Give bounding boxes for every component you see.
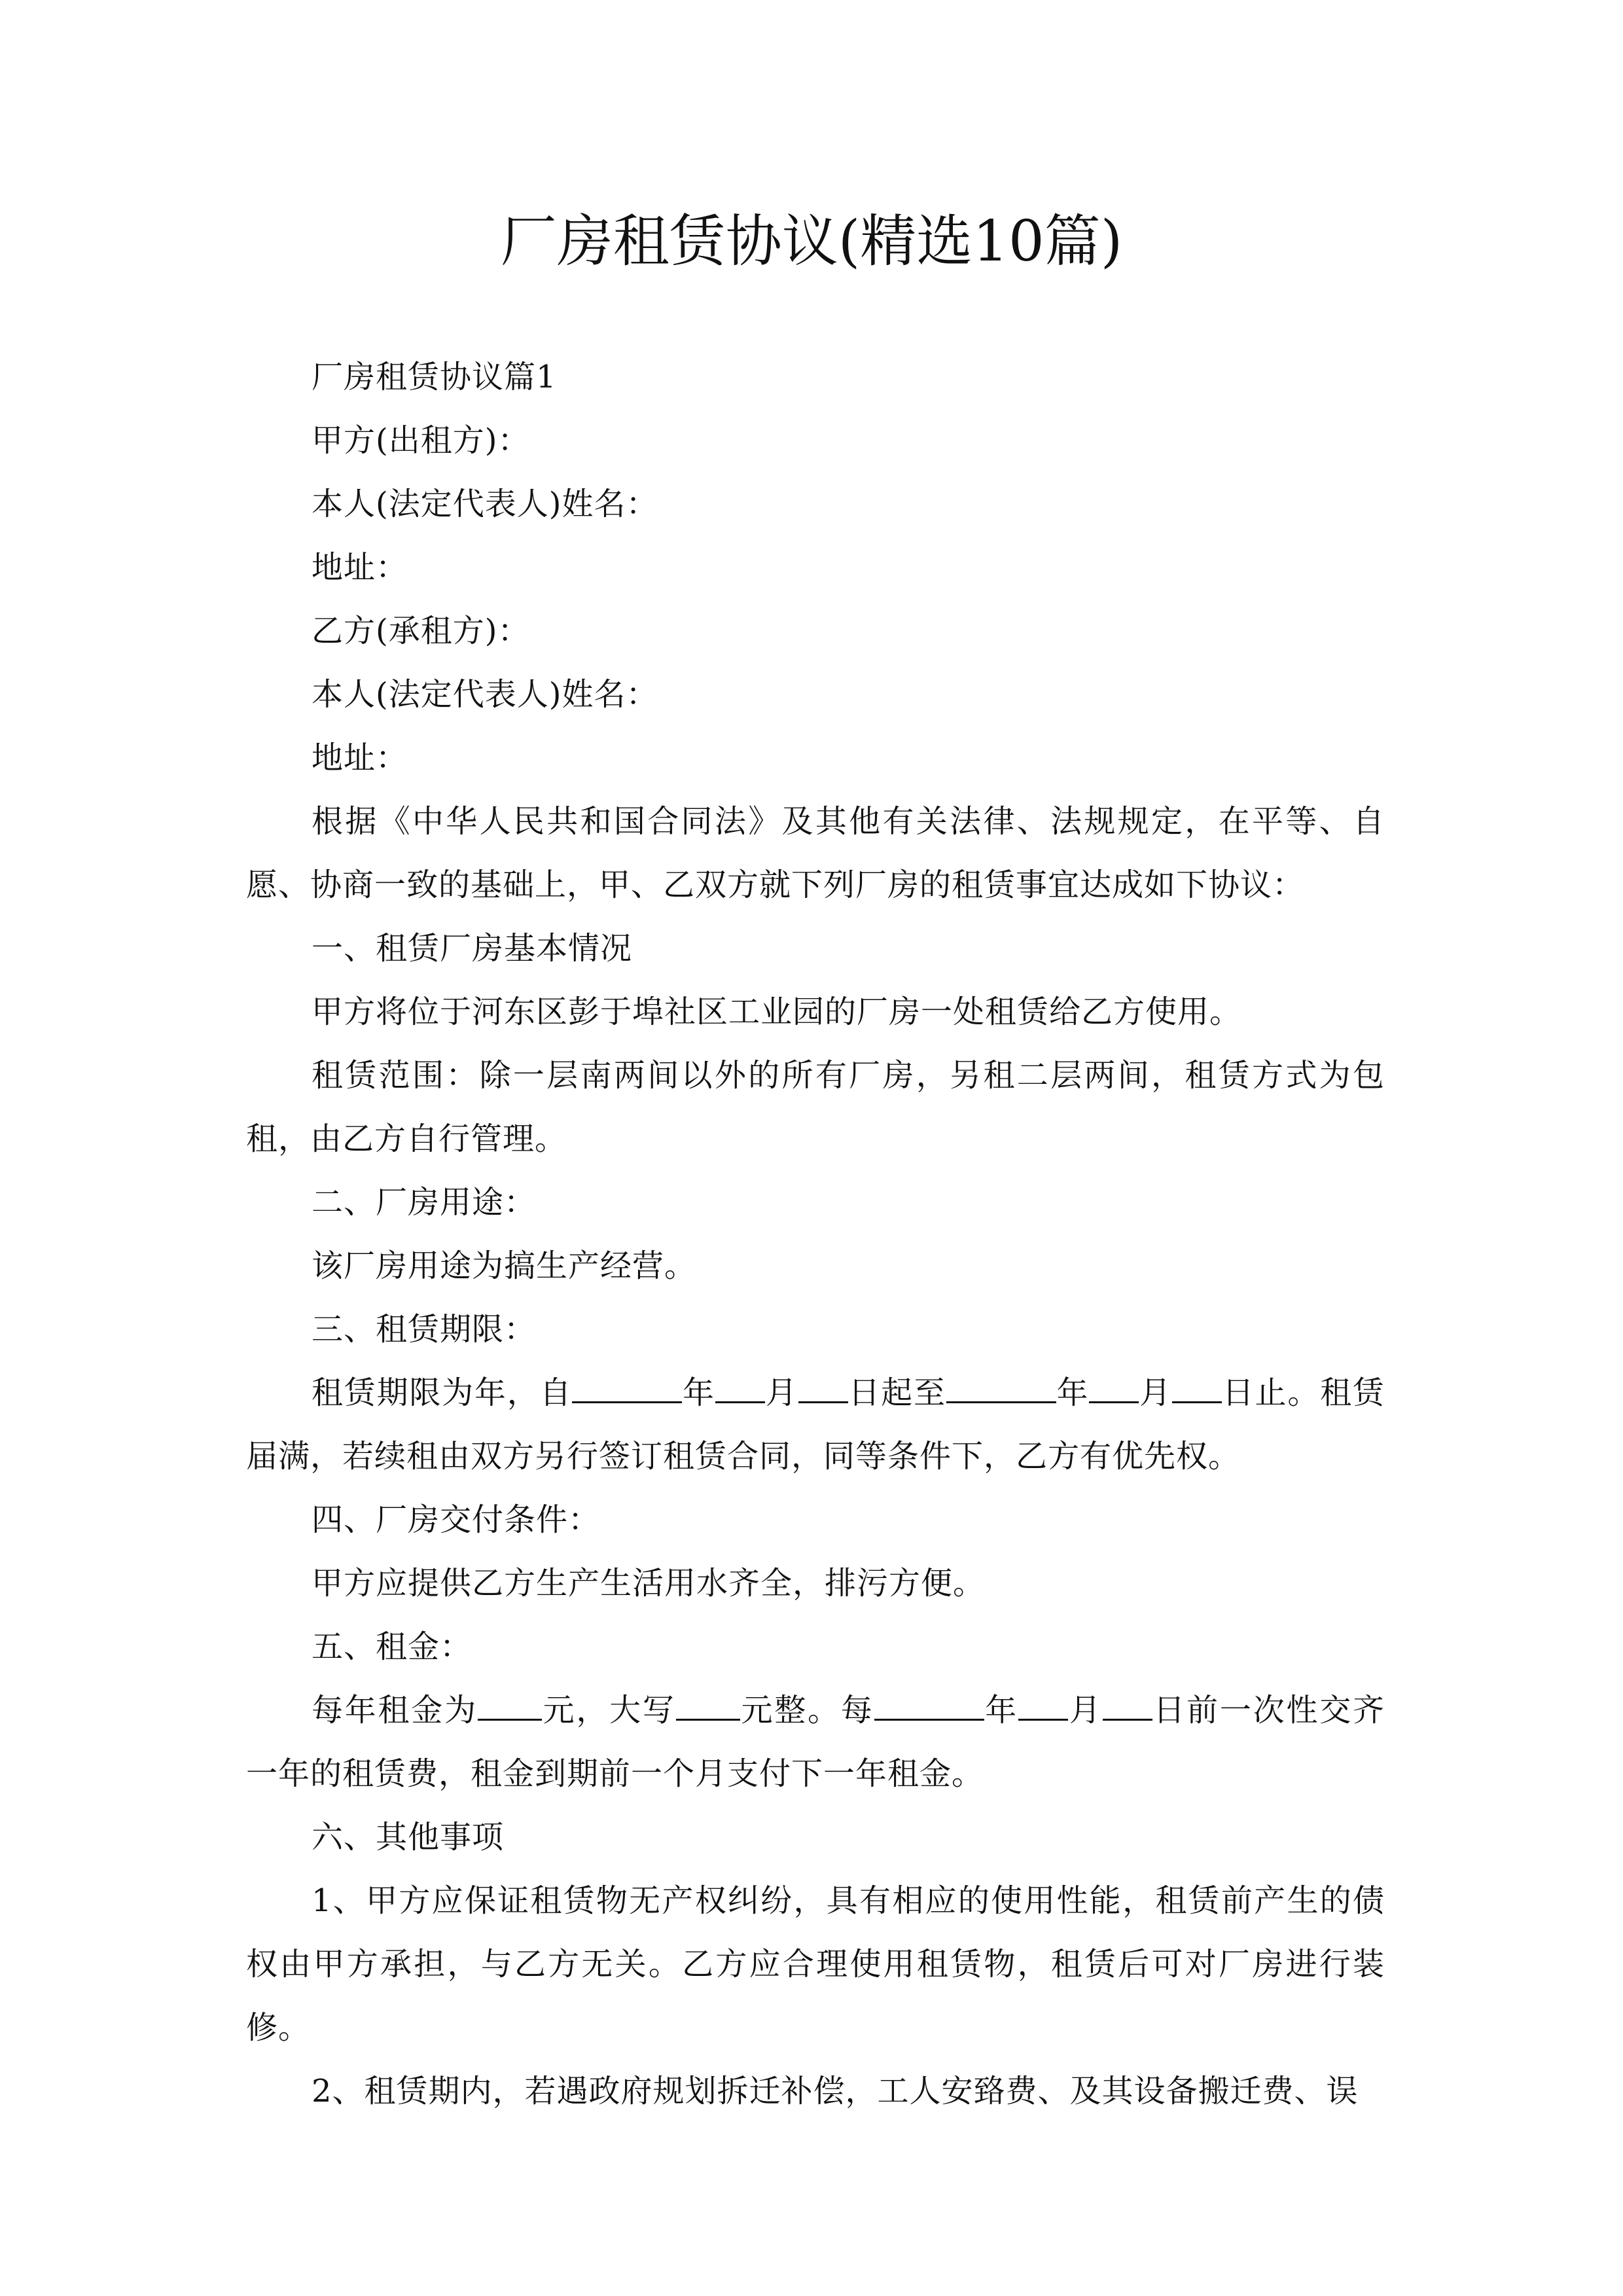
party-a-name: 本人(法定代表人)姓名： [312,486,658,522]
text: 月 [764,1374,798,1411]
blank-field[interactable] [715,1375,765,1403]
clause-1-heading: 一、租赁厂房基本情况 [312,930,633,967]
text: 日前一次性交齐一年的租赁费，租金到期前一个月支付下一年租金。 [246,1692,1385,1792]
blank-field[interactable] [478,1693,542,1721]
clause-4-heading: 四、厂房交付条件： [312,1501,601,1538]
text: 年 [984,1692,1019,1729]
blank-field[interactable] [676,1693,740,1721]
clause-3-heading: 三、租赁期限： [312,1311,537,1348]
party-a-label: 甲方(出租方)： [312,422,530,459]
clause-2-heading: 二、厂房用途： [312,1184,537,1221]
clause-6-heading: 六、其他事项 [312,1819,505,1856]
text: 止。租赁届满，若续租由双方另行签订租赁合同，同等条件下，乙方有优先权。 [246,1374,1385,1475]
text: 每年租金为 [312,1692,478,1729]
text: 月 [1139,1374,1172,1411]
blank-field[interactable] [798,1375,848,1403]
text: 月 [1068,1692,1103,1729]
party-b-name: 本人(法定代表人)姓名： [312,676,658,713]
text: 元整。每 [740,1692,874,1729]
text: 年 [1056,1374,1090,1411]
clause-6-item-1: 1、甲方应保证租赁物无产权纠纷，具有相应的使用性能，租赁前产生的债权由甲方承担，与乙方无关。乙方应合理使用租赁物，租赁后可对厂房进行装修。 [246,1882,1385,2046]
blank-field[interactable] [946,1375,1056,1403]
text: 日起至 [847,1374,946,1411]
clause-2-text: 该厂房用途为搞生产经营。 [312,1247,697,1284]
clause-3-text [246,1361,1385,1488]
clause-6-item-2: 2、租赁期内，若遇政府规划拆迁补偿，工人安臵费、及其设备搬迁费、误 [312,2073,1359,2109]
document-body [246,346,1385,2123]
clause-5-heading: 五、租金： [312,1628,473,1665]
clause-5-text [246,1679,1385,1806]
party-b-address: 地址： [312,740,408,776]
blank-field[interactable] [572,1375,682,1403]
blank-field[interactable] [1172,1375,1222,1403]
text: 元，大写 [541,1692,676,1729]
party-b-label: 乙方(承租方)： [312,613,530,649]
clause-1-scope: 租赁范围：除一层南两间以外的所有厂房，另租二层两间，租赁方式为包租，由乙方自行管理。 [246,1057,1385,1157]
blank-field[interactable] [874,1693,984,1721]
text: 租赁期限为年，自 [312,1374,573,1411]
clause-4-text: 甲方应提供乙方生产生活用水齐全，排污方便。 [312,1565,986,1602]
preamble: 根据《中华人民共和国合同法》及其他有关法律、法规规定，在平等、自愿、协商一致的基础上，甲、乙双方就下列厂房的租赁事宜达成如下协议： [246,803,1385,903]
blank-field[interactable] [1089,1375,1139,1403]
text: 日 [1221,1374,1255,1411]
section-heading: 厂房租赁协议篇1 [312,359,557,395]
blank-field[interactable] [1018,1693,1068,1721]
document-title: 厂房租赁协议(精选10篇) [500,209,1123,274]
text: 年 [682,1374,715,1411]
party-a-address: 地址： [312,549,408,586]
clause-1-location: 甲方将位于河东区彭于埠社区工业园的厂房一处租赁给乙方使用。 [312,994,1242,1030]
blank-field[interactable] [1103,1693,1152,1721]
